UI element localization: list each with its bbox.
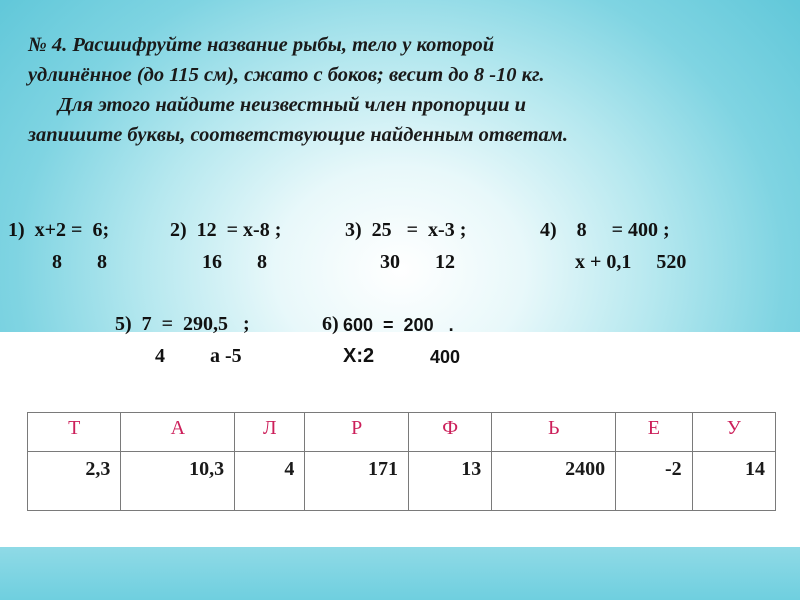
equation-3-denominator: 30 12 <box>380 251 455 273</box>
value-cell: 2,3 <box>28 452 121 511</box>
letters-row <box>28 413 776 452</box>
task-line-2: удлинённое (до 115 см), сжато с боков; весит до 8 -10 кг. <box>28 64 545 86</box>
bottom-band <box>0 547 800 600</box>
equation-6-denominator-right: 400 <box>430 347 461 367</box>
equation-1-numerator: 1) x+2 = 6; <box>8 219 110 241</box>
letter-cell: Л <box>235 413 305 452</box>
equation-4-denominator: x + 0,1 520 <box>575 251 687 273</box>
equation-2-denominator: 16 8 <box>202 251 267 273</box>
values-row <box>28 452 776 511</box>
equation-6-numerator: 600 = 200 . <box>343 315 454 335</box>
equation-1-denominator: 8 8 <box>52 251 107 273</box>
equation-3-numerator: 3) 25 = x-3 ; <box>345 219 467 241</box>
letter-cell: А <box>121 413 235 452</box>
task-text <box>28 30 778 150</box>
letter-cell: У <box>692 413 775 452</box>
value-cell: -2 <box>616 452 693 511</box>
answer-table <box>27 412 776 511</box>
equation-5-numerator: 5) 7 = 290,5 ; <box>115 313 250 335</box>
letter-cell: Р <box>305 413 409 452</box>
value-cell: 2400 <box>492 452 616 511</box>
task-line-3: Для этого найдите неизвестный член пропорции и <box>58 94 527 116</box>
task-line-4: запишите буквы, соответствующие найденным ответам. <box>28 124 568 146</box>
value-cell: 4 <box>235 452 305 511</box>
letter-cell: Ф <box>408 413 491 452</box>
equation-5-denominator: 4 a -5 <box>155 345 242 367</box>
value-cell: 14 <box>692 452 775 511</box>
value-cell: 171 <box>305 452 409 511</box>
equation-2-numerator: 2) 12 = x-8 ; <box>170 219 282 241</box>
letter-cell: Е <box>616 413 693 452</box>
task-line-1: № 4. Расшифруйте название рыбы, тело у которой <box>28 34 495 56</box>
letter-cell: Т <box>28 413 121 452</box>
letter-cell: Ь <box>492 413 616 452</box>
value-cell: 13 <box>408 452 491 511</box>
equation-6-label: 6) <box>322 313 339 335</box>
equation-6-denominator-x: X:2 <box>343 345 375 367</box>
equation-4-numerator: 4) 8 = 400 ; <box>540 219 670 241</box>
value-cell: 10,3 <box>121 452 235 511</box>
